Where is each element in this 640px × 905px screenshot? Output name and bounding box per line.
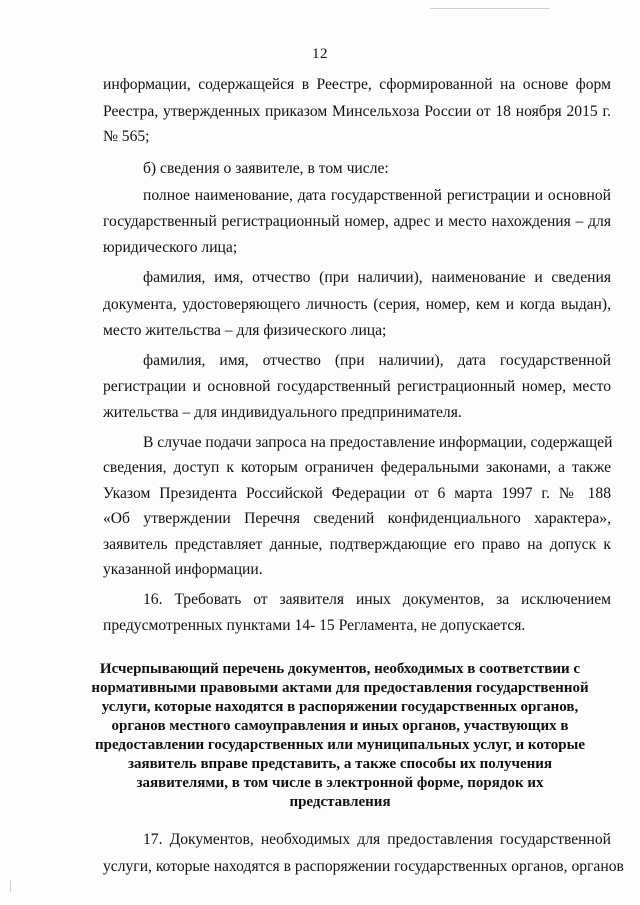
body-line: юридического лица; bbox=[103, 239, 238, 256]
section-heading-line: органов местного самоуправления и иных органов, участвующих в bbox=[111, 718, 569, 734]
body-line: Реестра, утвержденных приказом Минсельхоза России от 18 ноября 2015 г. bbox=[103, 103, 611, 120]
body-line: документа, удостоверяющего личность (серия, номер, кем и когда выдан), bbox=[103, 296, 611, 313]
body-line: фамилия, имя, отчество (при наличии), наименование и сведения bbox=[143, 269, 611, 286]
scan-artifact bbox=[430, 8, 550, 9]
section-heading-line: предоставлении государственных или муниципальных услуг, и которые bbox=[94, 737, 586, 753]
section-heading-line: услуги, которые находятся в распоряжении государственных органов, bbox=[101, 699, 579, 715]
section-heading-line: заявителями, в том числе в электронной форме, порядок их bbox=[136, 775, 544, 791]
scan-artifact bbox=[10, 880, 11, 892]
section-heading-line: нормативными правовыми актами для предоставления государственной bbox=[91, 680, 589, 696]
section-heading-line: заявитель вправе представить, а также способы их получения bbox=[127, 756, 553, 772]
body-line: заявитель представляет данные, подтверждающие его право на допуск к bbox=[103, 536, 611, 553]
body-line: В случае подачи запроса на предоставление информации, содержащей bbox=[143, 434, 613, 451]
body-line: фамилия, имя, отчество (при наличии), дата государственной bbox=[143, 352, 611, 369]
body-line: место жительства – для физического лица; bbox=[103, 322, 387, 339]
body-line: регистрации и основной государственный регистрационный номер, место bbox=[103, 378, 611, 395]
section-heading-line: Исчерпывающий перечень документов, необходимых в соответствии с bbox=[99, 661, 581, 677]
body-line: указанной информации. bbox=[103, 561, 263, 578]
section-heading-line: представления bbox=[289, 794, 391, 810]
body-line: б) сведения о заявителе, в том числе: bbox=[143, 160, 389, 177]
body-line: Указом Президента Российской Федерации от 6 марта 1997 г. № 188 bbox=[103, 485, 611, 502]
body-line: сведения, доступ к которым ограничен федеральными законами, а также bbox=[103, 459, 611, 476]
body-line: 17. Документов, необходимых для предоставления государственной bbox=[143, 831, 611, 848]
body-line: «Об утверждении Перечня сведений конфиденциального характера», bbox=[103, 510, 611, 527]
body-line: 16. Требовать от заявителя иных документов, за исключением bbox=[143, 591, 611, 608]
body-line: № 565; bbox=[103, 128, 150, 145]
body-line: информации, содержащейся в Реестре, сформированной на основе форм bbox=[103, 76, 611, 93]
body-line: полное наименование, дата государственной регистрации и основной bbox=[143, 187, 611, 204]
body-line: жительства – для индивидуального предпринимателя. bbox=[103, 404, 462, 421]
page-number: 12 bbox=[312, 46, 328, 62]
body-line: государственный регистрационный номер, адрес и место нахождения – для bbox=[103, 213, 611, 230]
body-line: предусмотренных пунктами 14- 15 Регламента, не допускается. bbox=[103, 617, 526, 634]
body-line: услуги, которые находятся в распоряжении государственных органов, органов bbox=[103, 858, 624, 875]
